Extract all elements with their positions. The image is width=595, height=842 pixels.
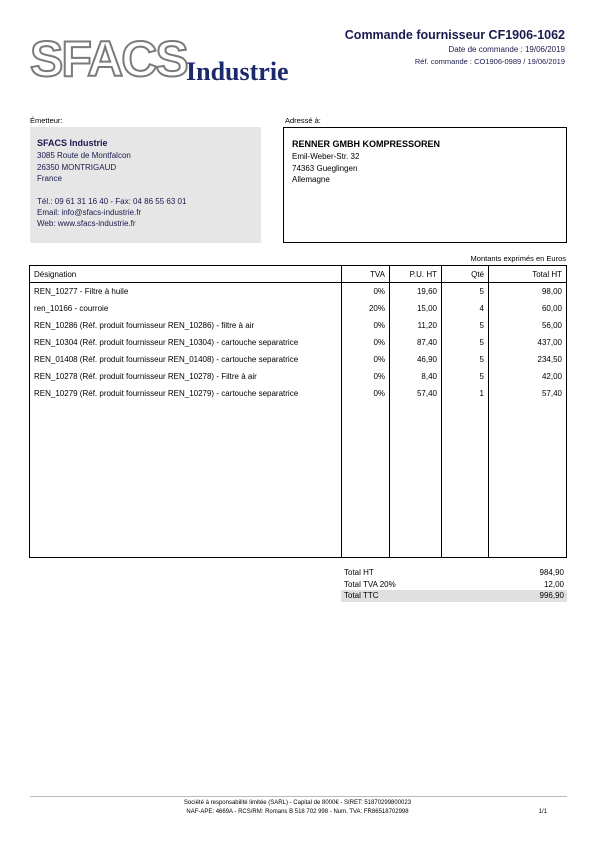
cell-unit-price: 46,90: [390, 351, 442, 368]
footer-divider: [30, 796, 567, 797]
emetteur-name: SFACS Industrie: [37, 138, 108, 148]
cell-total: 234,50: [489, 351, 567, 368]
cell-quantity: 5: [442, 351, 489, 368]
document-title: Commande fournisseur CF1906-1062: [344, 28, 565, 42]
cell-tva: 0%: [342, 351, 390, 368]
order-reference: Réf. commande : CO1906-0989 / 19/06/2019: [414, 57, 565, 66]
table-header-row: [30, 266, 567, 283]
cell-tva: 0%: [342, 368, 390, 385]
cell-total: 98,00: [489, 283, 567, 300]
totals-block: [341, 567, 567, 602]
cell-tva: 0%: [342, 334, 390, 351]
cell-total: 57,40: [489, 385, 567, 402]
cell-total: 437,00: [489, 334, 567, 351]
cell-tva: 0%: [342, 283, 390, 300]
cell-designation: REN_10278 (Réf. produit fournisseur REN_10278) - Filtre à air: [30, 368, 342, 385]
recipient-street: Emil-Weber-Str. 32: [292, 152, 360, 162]
total-ht-value: 984,90: [539, 568, 564, 577]
header-tva: TVA: [342, 266, 390, 283]
footer-legal-line-2: NAF-APE: 4669A - RCS/RM: Romans B 518 702 998 - Num. TVA: FR86518702998: [186, 809, 409, 815]
cell-unit-price: 8,40: [390, 368, 442, 385]
emetteur-phone: Tél.: 09 61 31 16 40 - Fax: 04 86 55 63 01: [37, 196, 187, 206]
table-row: [30, 300, 567, 317]
recipient-country: Allemagne: [292, 175, 330, 185]
cell-designation: REN_10279 (Réf. produit fournisseur REN_10279) - cartouche separatrice: [30, 385, 342, 402]
table-row: [30, 283, 567, 300]
cell-designation: ren_10166 - courroie: [30, 300, 342, 317]
emetteur-web: Web: www.sfacs-industrie.fr: [37, 219, 136, 229]
table-filler-row: [30, 402, 567, 558]
order-lines-table: [29, 265, 567, 558]
table-row: [30, 385, 567, 402]
order-date: Date de commande : 19/06/2019: [448, 45, 565, 54]
cell-unit-price: 15,00: [390, 300, 442, 317]
currency-note: Montants exprimés en Euros: [470, 254, 566, 263]
footer-legal-line-1: Société à responsabilité limitée (SARL) - Capital de 8000€ - SIRET: 51870299800023: [183, 800, 412, 806]
total-ht-row: [341, 567, 567, 579]
header-unit-price: P.U. HT: [390, 266, 442, 283]
table-row: [30, 368, 567, 385]
recipient-name: RENNER GMBH KOMPRESSOREN: [292, 139, 441, 149]
cell-designation: REN_10277 - Filtre à huile: [30, 283, 342, 300]
cell-tva: 0%: [342, 317, 390, 334]
page-number: 1/1: [538, 809, 547, 815]
cell-quantity: 1: [442, 385, 489, 402]
cell-designation: REN_01408 (Réf. produit fournisseur REN_01408) - cartouche separatrice: [30, 351, 342, 368]
cell-designation: REN_10286 (Réf. produit fournisseur REN_10286) - filtre à air: [30, 317, 342, 334]
cell-unit-price: 19,60: [390, 283, 442, 300]
emetteur-country: France: [37, 174, 62, 184]
header-designation: Désignation: [30, 266, 342, 283]
cell-unit-price: 57,40: [390, 385, 442, 402]
cell-tva: 0%: [342, 385, 390, 402]
emetteur-box: [30, 127, 261, 243]
adresse-label: Adressé à:: [285, 116, 321, 125]
table-row: [30, 317, 567, 334]
cell-designation: REN_10304 (Réf. produit fournisseur REN_10304) - cartouche separatrice: [30, 334, 342, 351]
total-ttc-label: Total TTC: [344, 591, 379, 600]
emetteur-street: 3085 Route de Montfalcon: [37, 151, 131, 161]
cell-quantity: 5: [442, 334, 489, 351]
emetteur-email: Email: info@sfacs-industrie.fr: [37, 208, 142, 218]
header-quantity: Qté: [442, 266, 489, 283]
cell-unit-price: 11,20: [390, 317, 442, 334]
emetteur-label: Émetteur:: [30, 116, 63, 125]
cell-quantity: 5: [442, 317, 489, 334]
total-tva-label: Total TVA 20%: [344, 579, 396, 589]
cell-quantity: 5: [442, 283, 489, 300]
logo-word: Industrie: [186, 57, 289, 86]
total-tva-value: 12,00: [543, 579, 564, 589]
recipient-city: 74363 Gueglingen: [292, 163, 358, 173]
cell-total: 56,00: [489, 317, 567, 334]
cell-total: 60,00: [489, 300, 567, 317]
table-row: [30, 351, 567, 368]
cell-tva: 20%: [342, 300, 390, 317]
cell-total: 42,00: [489, 368, 567, 385]
cell-quantity: 4: [442, 300, 489, 317]
total-ttc-row: [341, 590, 567, 602]
adresse-box: [283, 127, 567, 243]
cell-unit-price: 87,40: [390, 334, 442, 351]
total-ht-label: Total HT: [344, 568, 374, 577]
header-total: Total HT: [489, 266, 567, 283]
total-tva-row: [341, 579, 567, 591]
cell-quantity: 5: [442, 368, 489, 385]
company-logo: [28, 30, 318, 90]
emetteur-city: 26350 MONTRIGAUD: [37, 162, 117, 172]
total-ttc-value: 996,90: [539, 591, 564, 600]
logo-mark: SFACS: [30, 31, 187, 87]
table-row: [30, 334, 567, 351]
